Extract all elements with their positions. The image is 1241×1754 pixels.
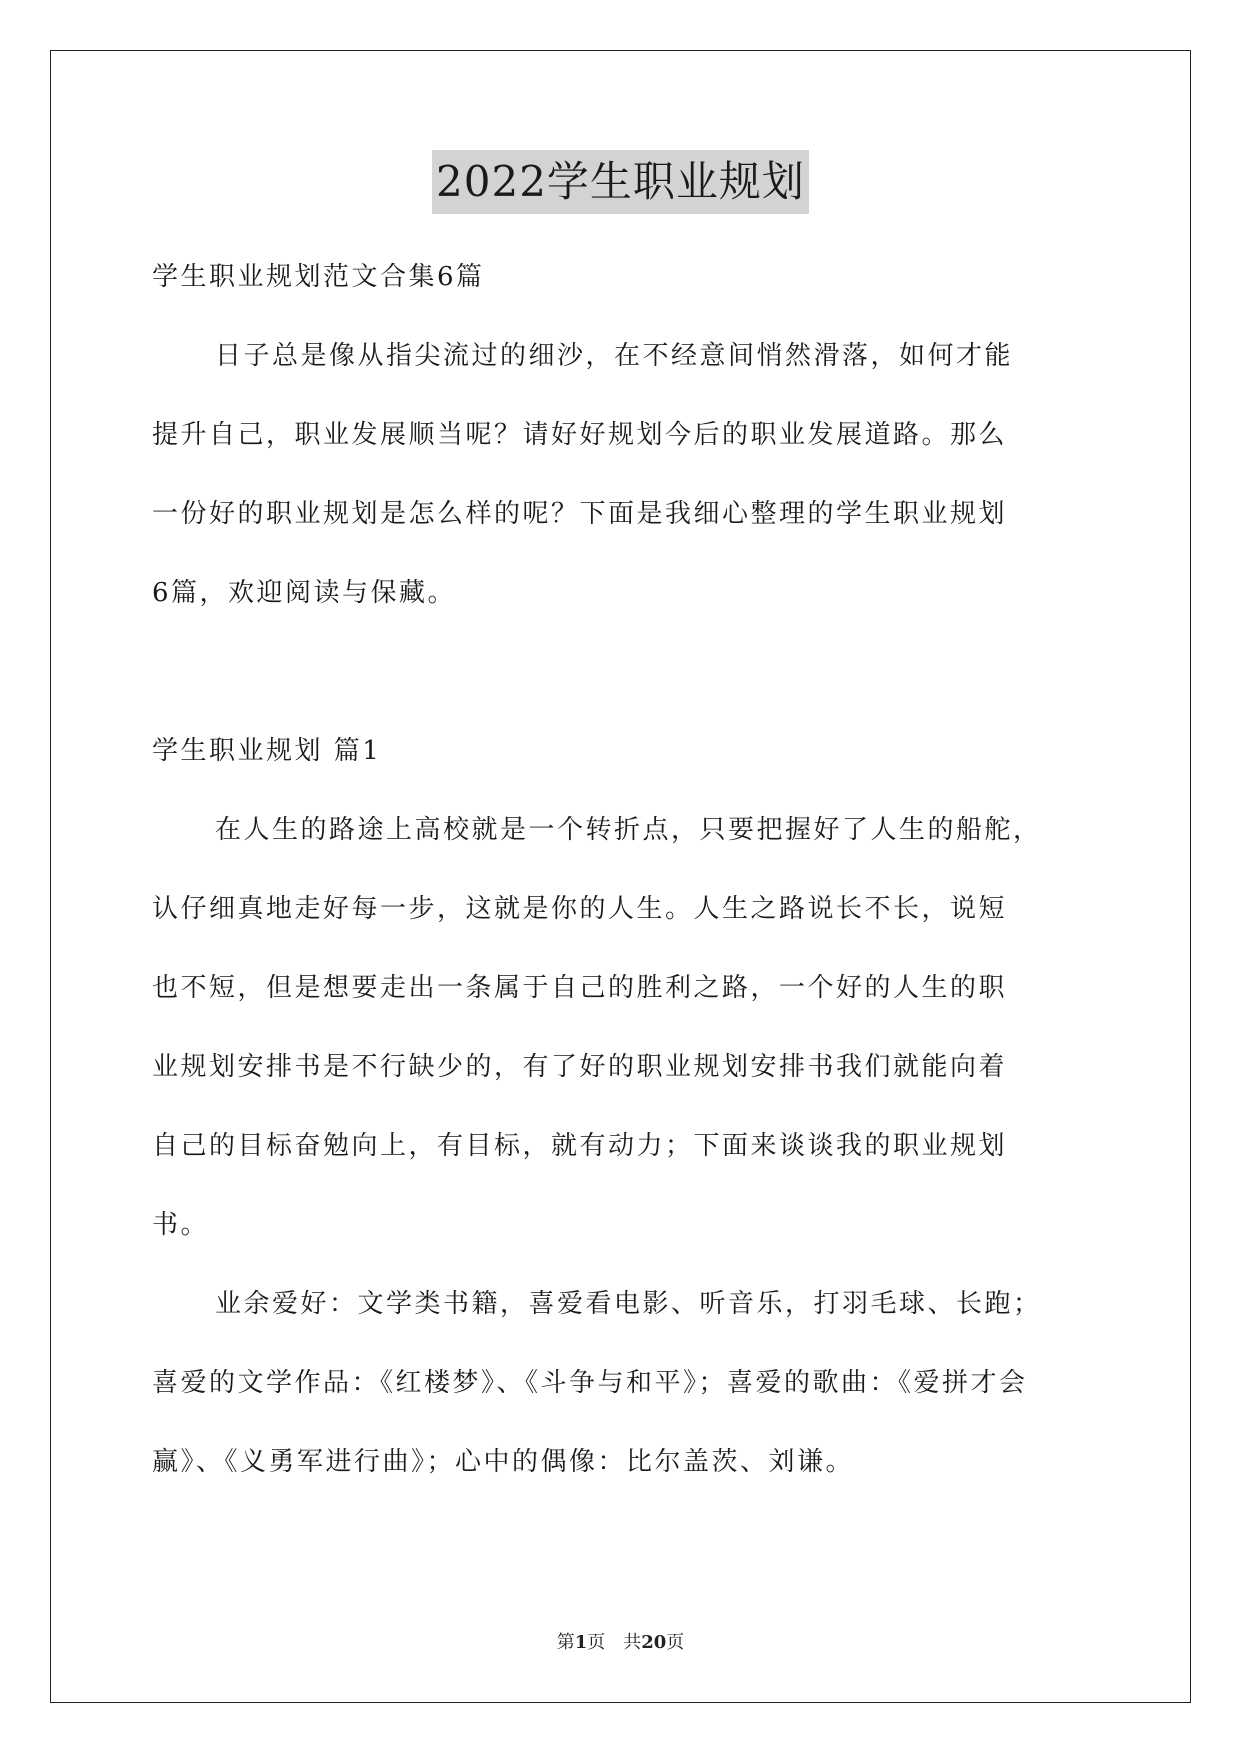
section-paragraph-2 xyxy=(152,1265,1092,1502)
paragraph-line: 认仔细真地走好每一步，这就是你的人生。人生之路说长不长，说短 xyxy=(152,894,1008,924)
paragraph-line: 喜爱的文学作品：《红楼梦》、《斗争与和平》；喜爱的歌曲：《爱拼才会 xyxy=(152,1368,1028,1398)
paragraph-line: 日子总是像从指尖流过的细沙，在不经意间悄然滑落，如何才能 xyxy=(215,341,1014,371)
page-number: 1 xyxy=(574,1632,588,1653)
section-heading: 学生职业规划 篇1 xyxy=(152,736,382,766)
intro-paragraph xyxy=(152,317,1092,633)
paragraph-line: 提升自己，职业发展顺当呢？请好好规划今后的职业发展道路。那么 xyxy=(152,420,1008,450)
paragraph-line: 自己的目标奋勉向上，有目标，就有动力；下面来谈谈我的职业规划 xyxy=(152,1131,1008,1161)
paragraph-line: 业余爱好：文学类书籍，喜爱看电影、听音乐，打羽毛球、长跑； xyxy=(215,1289,1042,1319)
document-body xyxy=(152,238,1092,1502)
document-title: 2022学生职业规划 xyxy=(432,150,809,214)
paragraph-line: 业规划安排书是不行缺少的，有了好的职业规划安排书我们就能向着 xyxy=(152,1052,1008,1082)
paragraph-line: 6篇，欢迎阅读与保藏。 xyxy=(152,578,457,608)
blank-line xyxy=(152,633,1092,712)
footer-prefix: 第 xyxy=(556,1632,575,1653)
paragraph-line: 赢》、《义勇军进行曲》；心中的偶像：比尔盖茨、刘谦。 xyxy=(152,1447,855,1477)
page-footer xyxy=(0,1628,1241,1654)
total-pages: 20 xyxy=(641,1632,667,1653)
title-container xyxy=(0,150,1241,214)
footer-middle: 页 共 xyxy=(587,1632,642,1653)
paragraph-line: 也不短，但是想要走出一条属于自己的胜利之路，一个好的人生的职 xyxy=(152,973,1008,1003)
paragraph-line: 一份好的职业规划是怎么样的呢？下面是我细心整理的学生职业规划 xyxy=(152,499,1008,529)
paragraph-line: 书。 xyxy=(152,1210,210,1240)
paragraph-line: 在人生的路途上高校就是一个转折点，只要把握好了人生的船舵， xyxy=(215,815,1042,845)
section-paragraph-1 xyxy=(152,791,1092,1265)
document-subtitle: 学生职业规划范文合集6篇 xyxy=(152,262,485,292)
footer-suffix: 页 xyxy=(666,1632,685,1653)
